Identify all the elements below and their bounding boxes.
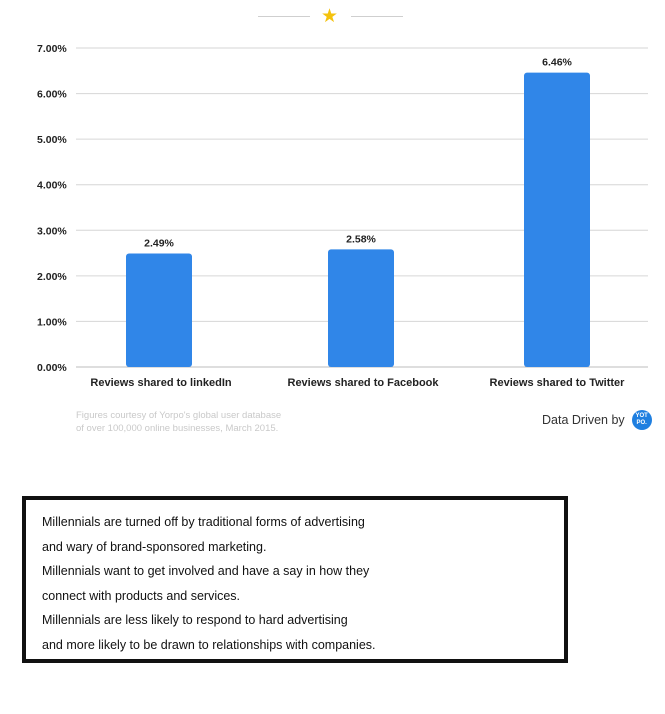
brand-attribution bbox=[542, 410, 652, 430]
note-line-3: Millennials want to get involved and have a say in how they bbox=[42, 564, 370, 578]
bar bbox=[126, 254, 192, 367]
chart-footnote bbox=[76, 409, 306, 435]
y-tick-label: 0.00% bbox=[37, 362, 67, 374]
y-tick-label: 6.00% bbox=[37, 88, 67, 101]
y-tick-label: 1.00% bbox=[37, 316, 67, 329]
footnote-line-1: Figures courtesy of Yorpo's global user database bbox=[76, 410, 282, 421]
brand-text: Data Driven by bbox=[542, 413, 625, 427]
note-line-6: and more likely to be drawn to relationships with companies. bbox=[42, 637, 376, 652]
footnote-line-2: of over 100,000 online businesses, March 2015. bbox=[76, 423, 279, 434]
millennials-note-box bbox=[22, 496, 568, 663]
logo-line-1: YOT bbox=[635, 413, 648, 419]
x-tick-label: Reviews shared to Twitter bbox=[489, 377, 625, 389]
y-tick-label: 2.00% bbox=[37, 270, 67, 283]
bar bbox=[524, 73, 590, 367]
x-tick-label: Reviews shared to Facebook bbox=[287, 377, 439, 389]
y-tick-label: 5.00% bbox=[37, 134, 67, 147]
bar bbox=[328, 249, 394, 367]
note-line-5: Millennials are less likely to respond to hard advertising bbox=[42, 613, 348, 627]
note-line-1: Millennials are turned off by traditional forms of advertising bbox=[42, 515, 365, 529]
x-tick-label: Reviews shared to linkedIn bbox=[90, 377, 232, 389]
yotpo-logo-icon bbox=[632, 410, 652, 430]
y-tick-label: 3.00% bbox=[37, 225, 67, 238]
note-line-2: and wary of brand-sponsored marketing. bbox=[42, 539, 267, 554]
star-icon: ★ bbox=[321, 5, 339, 27]
y-tick-label: 7.00% bbox=[37, 43, 67, 55]
y-tick-label: 4.00% bbox=[37, 179, 67, 192]
data-label: 2.49% bbox=[144, 237, 174, 250]
logo-line-2: PO. bbox=[636, 420, 647, 426]
data-label: 2.58% bbox=[346, 233, 376, 246]
note-line-4: connect with products and services. bbox=[42, 588, 241, 603]
data-label: 6.46% bbox=[542, 56, 572, 69]
